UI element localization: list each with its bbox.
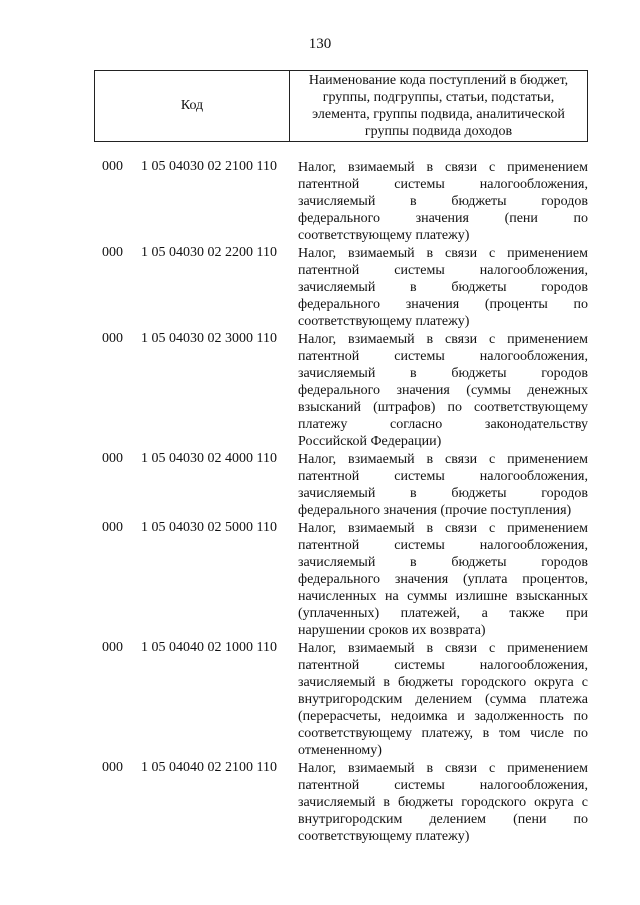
column-header-table xyxy=(94,70,588,142)
description-line: внутригородским делением (сумма платежа xyxy=(298,692,588,707)
description-line: Налог, взимаемый в связи с применением xyxy=(298,521,588,536)
description-line: патентной системы налогообложения, xyxy=(298,263,588,278)
description-line: патентной системы налогообложения, xyxy=(298,778,588,793)
description-line: патентной системы налогообложения, xyxy=(298,658,588,673)
row-description xyxy=(298,520,588,639)
description-line: зачисляемый в бюджеты городского округа с xyxy=(298,675,588,690)
row-income-code: 1 05 04030 02 5000 110 xyxy=(141,520,277,535)
row-description xyxy=(298,245,588,330)
description-line: Российской Федерации) xyxy=(298,434,442,449)
page-number: 130 xyxy=(308,36,332,52)
description-line: (перерасчеты, недоимка и задолженность по xyxy=(298,709,588,724)
row-prefix-code: 000 xyxy=(102,159,123,174)
description-line: зачисляемый в бюджеты городов xyxy=(298,280,588,295)
row-prefix-code: 000 xyxy=(102,331,123,346)
row-income-code: 1 05 04030 02 2200 110 xyxy=(141,245,277,260)
row-income-code: 1 05 04040 02 1000 110 xyxy=(141,640,277,655)
code-column-header: Код xyxy=(95,71,290,142)
description-line: зачисляемый в бюджеты городов xyxy=(298,194,588,209)
description-line: Налог, взимаемый в связи с применением xyxy=(298,332,588,347)
description-line: нарушении сроков их возврата) xyxy=(298,623,486,638)
description-line: Налог, взимаемый в связи с применением xyxy=(298,761,588,776)
description-line: (уплаченных) платежей, а также при xyxy=(298,606,588,621)
description-line: Налог, взимаемый в связи с применением xyxy=(298,160,588,175)
description-line: отмененному) xyxy=(298,743,382,758)
description-line: Налог, взимаемый в связи с применением xyxy=(298,452,588,467)
row-income-code: 1 05 04030 02 2100 110 xyxy=(141,159,277,174)
row-prefix-code: 000 xyxy=(102,640,123,655)
description-line: федерального значения (проценты по xyxy=(298,297,588,312)
description-line: соответствующему платежу) xyxy=(298,314,470,329)
row-description xyxy=(298,451,588,519)
row-prefix-code: 000 xyxy=(102,760,123,775)
description-line: соответствующему платежу) xyxy=(298,829,470,844)
description-line: федерального значения (уплата процентов, xyxy=(298,572,588,587)
description-line: патентной системы налогообложения, xyxy=(298,349,588,364)
row-description xyxy=(298,331,588,450)
description-line: патентной системы налогообложения, xyxy=(298,177,588,192)
description-line: Налог, взимаемый в связи с применением xyxy=(298,246,588,261)
row-prefix-code: 000 xyxy=(102,245,123,260)
row-income-code: 1 05 04030 02 3000 110 xyxy=(141,331,277,346)
description-line: зачисляемый в бюджеты городов xyxy=(298,486,588,501)
description-line: патентной системы налогообложения, xyxy=(298,469,588,484)
description-line: взысканий (штрафов) по соответствующему xyxy=(298,400,588,415)
description-line: соответствующему платежу, в том числе по xyxy=(298,726,588,741)
description-line: федерального значения (прочие поступления) xyxy=(298,503,572,518)
description-line: начисленных на суммы излишне взысканных xyxy=(298,589,588,604)
row-income-code: 1 05 04040 02 2100 110 xyxy=(141,760,277,775)
row-income-code: 1 05 04030 02 4000 110 xyxy=(141,451,277,466)
description-line: патентной системы налогообложения, xyxy=(298,538,588,553)
description-line: внутригородским делением (пени по xyxy=(298,812,588,827)
description-line: зачисляемый в бюджеты городов xyxy=(298,366,588,381)
name-column-header: Наименование кода поступлений в бюджет, группы, подгруппы, статьи, подстатьи, элемента, группы подвида, аналитической группы подвида доходов xyxy=(290,71,588,142)
description-line: платежу согласно законодательству xyxy=(298,417,588,432)
description-line: федерального значения (суммы денежных xyxy=(298,383,588,398)
description-line: федерального значения (пени по xyxy=(298,211,588,226)
row-description xyxy=(298,640,588,759)
description-line: Налог, взимаемый в связи с применением xyxy=(298,641,588,656)
description-line: соответствующему платежу) xyxy=(298,228,470,243)
row-prefix-code: 000 xyxy=(102,451,123,466)
row-prefix-code: 000 xyxy=(102,520,123,535)
description-line: зачисляемый в бюджеты городского округа с xyxy=(298,795,588,810)
description-line: зачисляемый в бюджеты городов xyxy=(298,555,588,570)
row-description xyxy=(298,760,588,845)
row-description xyxy=(298,159,588,244)
